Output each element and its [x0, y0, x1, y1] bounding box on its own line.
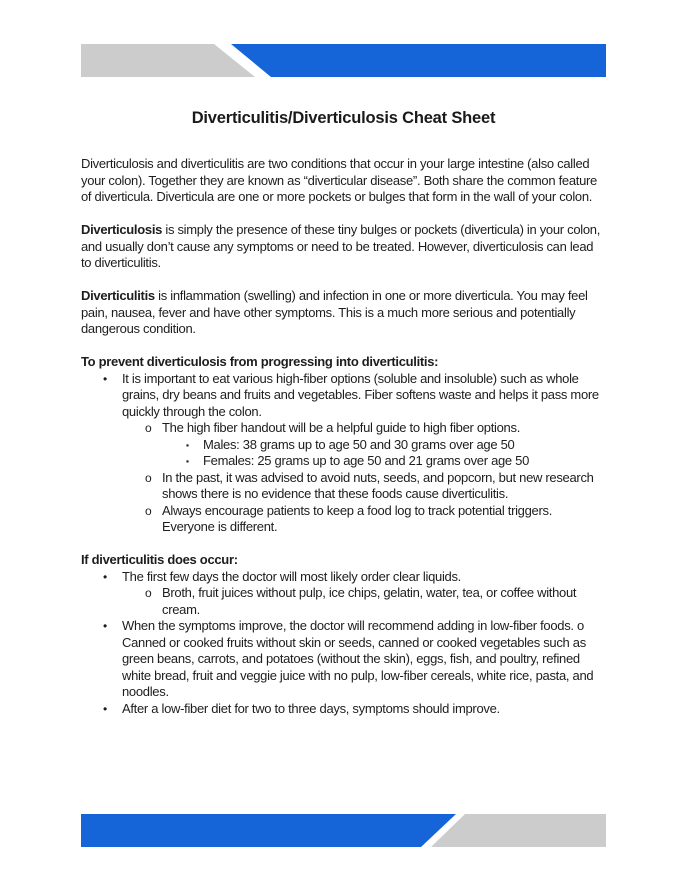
list-item-text: It is important to eat various high-fiber options (soluble and insoluble) such as whole grains, dry beans and fruits and vegetables. Fiber softens waste and helps it pass more quickly through the colon. — [122, 370, 599, 419]
list-item-text: Always encourage patients to keep a food log to track potential triggers. Everyone is different. — [162, 502, 553, 534]
list-item — [81, 701, 606, 718]
list-item — [81, 503, 606, 536]
list-item-text: Males: 38 grams up to age 50 and 30 grams over age 50 — [203, 436, 515, 452]
list-item-text: After a low-fiber diet for two to three days, symptoms should improve. — [122, 700, 500, 716]
circle-bullet-icon: o — [145, 470, 152, 485]
header-banner-gray-shape — [81, 44, 255, 77]
list-item-text: Broth, fruit juices without pulp, ice chips, gelatin, water, tea, or coffee without cream. — [162, 585, 577, 617]
list-item — [81, 470, 606, 503]
occurrence-heading: If diverticulitis does occur: — [81, 552, 238, 567]
disc-bullet-icon: • — [103, 569, 107, 584]
list-item — [81, 585, 606, 618]
circle-bullet-icon: o — [145, 586, 152, 600]
diverticulosis-term: Diverticulosis — [81, 222, 163, 237]
circle-bullet-icon: o — [145, 421, 152, 435]
header-banner-blue-shape — [231, 44, 606, 77]
diverticulitis-term: Diverticulitis — [81, 288, 155, 303]
list-item-text: The first few days the doctor will most likely order clear liquids. — [122, 568, 461, 584]
disc-bullet-icon: • — [103, 371, 107, 386]
list-item — [81, 437, 606, 454]
prevention-heading: To prevent diverticulosis from progressing into diverticulitis: — [81, 354, 439, 369]
disc-bullet-icon: • — [103, 619, 107, 633]
diverticulosis-text: is simply the presence of these tiny bulges or pockets (diverticula) in your colon, and usually don’t cause any symptoms or need to be treated. However, diverticulosis can lead to diverticulitis. — [81, 222, 601, 270]
square-bullet-icon: ▪ — [186, 456, 189, 466]
list-item-text: In the past, it was advised to avoid nuts, seeds, and popcorn, but new research shows there is no evidence that these foods cause diverticulitis. — [162, 469, 594, 501]
list-item-text: The high fiber handout will be a helpful guide to high fiber options. — [162, 420, 521, 435]
list-item — [81, 453, 606, 470]
intro-paragraph: Diverticulosis and diverticulitis are two conditions that occur in your large intestine (also called your colon). Together they are known as “diverticular disease”. Both share the common feature of diverticula. Diverticula are one or more pockets or bulges that form in the wall of your colon. — [81, 156, 597, 204]
list-item — [81, 618, 606, 701]
diverticulitis-paragraph — [81, 288, 606, 338]
square-bullet-icon: ▪ — [186, 439, 189, 450]
list-item-text: When the symptoms improve, the doctor will recommend adding in low-fiber foods. o Canned or cooked fruits without skin or seeds, canned or cooked vegetables such as green beans, carrots, and potatoes (without the skin), eggs, fish, and poultry, refined white bread, fruit and veggie juice with no pulp, low-fiber cereals, white rice, pasta, and noodles. — [122, 618, 594, 699]
list-item — [81, 569, 606, 586]
disc-bullet-icon: • — [103, 701, 107, 716]
diverticulosis-paragraph — [81, 222, 606, 272]
page-title: Diverticulitis/Diverticulosis Cheat Sheet — [191, 109, 496, 127]
list-item-text: Females: 25 grams up to age 50 and 21 grams over age 50 — [203, 453, 530, 468]
footer-banner-blue-shape — [81, 814, 456, 847]
diverticulitis-text: is inflammation (swelling) and infection in one or more diverticula. You may feel pain, nausea, fever and have other symptoms. This is a much more serious and potentially dangerous condition. — [81, 288, 588, 336]
list-item — [81, 371, 606, 421]
circle-bullet-icon: o — [145, 503, 152, 518]
document-content — [81, 106, 606, 717]
list-item — [81, 420, 606, 437]
footer-banner-gray-shape — [431, 814, 606, 847]
